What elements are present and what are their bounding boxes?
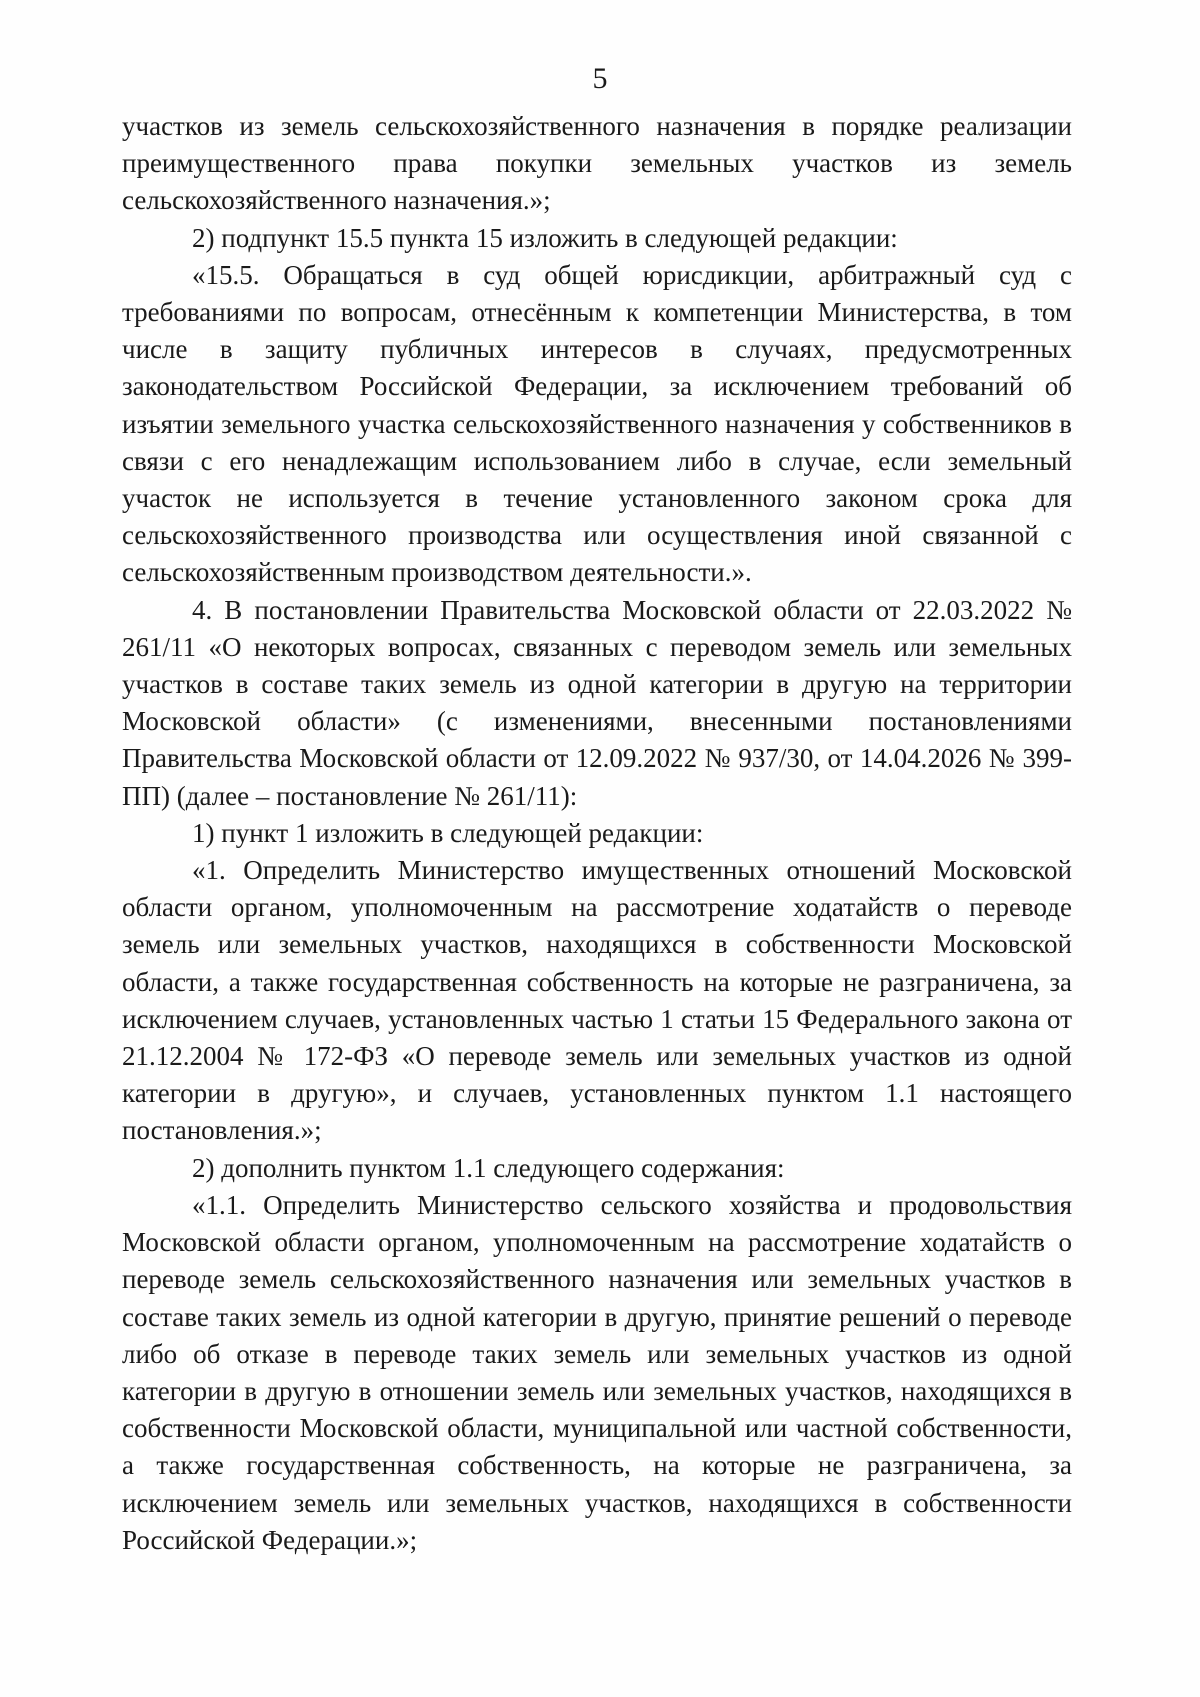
document-body xyxy=(122,108,1072,1559)
paragraph-subitem-2: 2) подпункт 15.5 пункта 15 изложить в следующей редакции: xyxy=(192,222,898,253)
paragraph-item-4: 4. В постановлении Правительства Московской области от 22.03.2022 № 261/11 «О некоторых вопросах, связанных с переводом земель или земельных участков в составе таких земель из одной категории в другую на территории Московской области» (с изменениями, внесенными постановлениями Правительства Московской области от 12.09.2022 № 937/30, от 14.04.2026 № 399-ПП) (далее – постановление № 261/11): xyxy=(122,594,1072,811)
paragraph-quote-15-5: «15.5. Обращаться в суд общей юрисдикции, арбитражный суд с требованиями по вопросам, отнесённым к компетенции Министерства, в том числе в защиту публичных интересов в случаях, предусмотренных законодательством Российской Федерации, за исключением требований об изъятии земельного участка сельскохозяйственного назначения у собственников в связи с его ненадлежащим использованием либо в случае, если земельный участок не используется в течение установленного законом срока для сельскохозяйственного производства или осуществления иной связанной с сельскохозяйственным производством деятельности.». xyxy=(122,259,1072,588)
paragraph-quote-1-1: «1.1. Определить Министерство сельского хозяйства и продовольствия Московской области органом, уполномоченным на рассмотрение ходатайств о переводе земель сельскохозяйственного назначения или земельных участков в составе таких земель из одной категории в другую, принятие решений о переводе либо об отказе в переводе таких земель или земельных участков из одной категории в другую в отношении земель или земельных участков, находящихся в собственности Московской области, муниципальной или частной собственности, а также государственная собственность, на которые не разграничена, за исключением земель или земельных участков, находящихся в собственности Российской Федерации.»; xyxy=(122,1189,1072,1555)
paragraph-quote-1: «1. Определить Министерство имущественных отношений Московской области органом, уполномоченным на рассмотрение ходатайств о переводе земель или земельных участков, находящихся в собственности Московской области, а также государственная собственность на которые не разграничена, за исключением случаев, установленных частью 1 статьи 15 Федерального закона от 21.12.2004 № 172-ФЗ «О переводе земель или земельных участков из одной категории в другую», и случаев, установленных пунктом 1.1 настоящего постановления.»; xyxy=(122,855,1072,1146)
paragraph-subitem-1: 1) пункт 1 изложить в следующей редакции: xyxy=(192,817,704,848)
paragraph-subitem-2-addition: 2) дополнить пунктом 1.1 следующего содержания: xyxy=(192,1152,785,1183)
page-number: 5 xyxy=(592,62,608,95)
paragraph-continuation: участков из земель сельскохозяйственного назначения в порядке реализации преимущественного права покупки земельных участков из земель сельскохозяйственного назначения.»; xyxy=(122,111,1072,216)
